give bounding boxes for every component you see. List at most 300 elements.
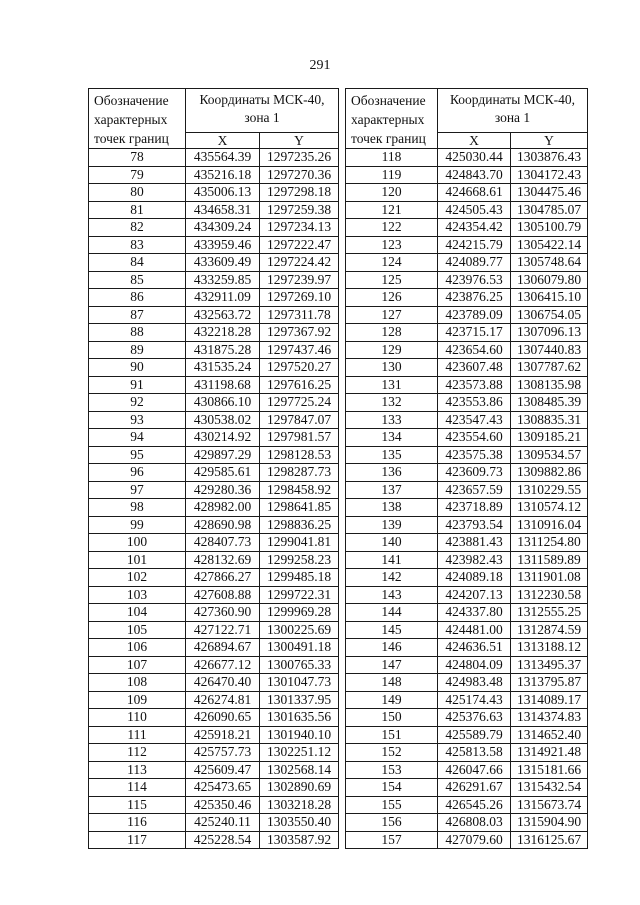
y-cell: 1300765.33 — [260, 656, 339, 674]
point-cell: 117 — [89, 831, 186, 849]
point-cell: 96 — [89, 464, 186, 482]
y-cell: 1311901.08 — [511, 569, 588, 587]
table-row — [346, 639, 588, 657]
table-row — [89, 306, 339, 324]
point-cell: 100 — [89, 534, 186, 552]
x-cell: 423573.88 — [438, 376, 511, 394]
header-point-line-1: Обозначение — [94, 93, 169, 108]
header-coords-line-1: Координаты МСК-40, — [449, 92, 576, 107]
x-cell: 424983.48 — [438, 674, 511, 692]
y-cell: 1297222.47 — [260, 236, 339, 254]
point-cell: 142 — [346, 569, 438, 587]
x-cell: 430214.92 — [186, 429, 260, 447]
y-cell: 1313495.37 — [511, 656, 588, 674]
point-cell: 114 — [89, 779, 186, 797]
point-cell: 128 — [346, 324, 438, 342]
header-y: Y — [511, 133, 588, 149]
table-row — [89, 464, 339, 482]
x-cell: 425350.46 — [186, 796, 260, 814]
point-cell: 111 — [89, 726, 186, 744]
header-coords-line-1: Координаты МСК-40, — [199, 92, 325, 107]
table-row — [346, 621, 588, 639]
y-cell: 1297259.38 — [260, 201, 339, 219]
header-point-label — [89, 89, 186, 149]
y-cell: 1312230.58 — [511, 586, 588, 604]
point-cell: 108 — [89, 674, 186, 692]
x-cell: 424505.43 — [438, 201, 511, 219]
point-cell: 80 — [89, 184, 186, 202]
x-cell: 426470.40 — [186, 674, 260, 692]
point-cell: 81 — [89, 201, 186, 219]
y-cell: 1309185.21 — [511, 429, 588, 447]
table-row — [346, 796, 588, 814]
header-coords-title — [186, 89, 339, 133]
table-row — [346, 551, 588, 569]
x-cell: 426808.03 — [438, 814, 511, 832]
point-cell: 86 — [89, 289, 186, 307]
y-cell: 1300225.69 — [260, 621, 339, 639]
page-number: 291 — [309, 58, 331, 73]
table-row — [346, 481, 588, 499]
table-body-right — [346, 89, 588, 849]
x-cell: 429897.29 — [186, 446, 260, 464]
y-cell: 1297981.57 — [260, 429, 339, 447]
point-cell: 105 — [89, 621, 186, 639]
point-cell: 101 — [89, 551, 186, 569]
x-cell: 424636.51 — [438, 639, 511, 657]
x-cell: 426545.26 — [438, 796, 511, 814]
point-cell: 118 — [346, 149, 438, 167]
point-cell: 106 — [89, 639, 186, 657]
header-x: X — [438, 133, 511, 149]
x-cell: 426894.67 — [186, 639, 260, 657]
x-cell: 429585.61 — [186, 464, 260, 482]
point-cell: 132 — [346, 394, 438, 412]
table-row — [89, 586, 339, 604]
table-row — [89, 674, 339, 692]
y-cell: 1298287.73 — [260, 464, 339, 482]
y-cell: 1297437.46 — [260, 341, 339, 359]
point-cell: 98 — [89, 499, 186, 517]
y-cell: 1301337.95 — [260, 691, 339, 709]
point-cell: 104 — [89, 604, 186, 622]
table-row — [89, 341, 339, 359]
y-cell: 1302251.12 — [260, 744, 339, 762]
table-body-left — [89, 89, 339, 849]
y-cell: 1301940.10 — [260, 726, 339, 744]
table-row — [89, 446, 339, 464]
point-cell: 154 — [346, 779, 438, 797]
y-cell: 1305422.14 — [511, 236, 588, 254]
x-cell: 428132.69 — [186, 551, 260, 569]
point-cell: 119 — [346, 166, 438, 184]
table-row — [89, 149, 339, 167]
table-row — [89, 761, 339, 779]
y-cell: 1300491.18 — [260, 639, 339, 657]
point-cell: 146 — [346, 639, 438, 657]
point-cell: 113 — [89, 761, 186, 779]
y-cell: 1309882.86 — [511, 464, 588, 482]
point-cell: 84 — [89, 254, 186, 272]
x-cell: 424843.70 — [438, 166, 511, 184]
y-cell: 1305748.64 — [511, 254, 588, 272]
x-cell: 424804.09 — [438, 656, 511, 674]
point-cell: 90 — [89, 359, 186, 377]
header-coords-line-2: зона 1 — [244, 110, 280, 125]
point-cell: 99 — [89, 516, 186, 534]
header-coords-line-2: зона 1 — [494, 110, 531, 125]
x-cell: 430866.10 — [186, 394, 260, 412]
x-cell: 425030.44 — [438, 149, 511, 167]
x-cell: 431875.28 — [186, 341, 260, 359]
table-row — [89, 796, 339, 814]
y-cell: 1299041.81 — [260, 534, 339, 552]
y-cell: 1313795.87 — [511, 674, 588, 692]
y-cell: 1298836.25 — [260, 516, 339, 534]
x-cell: 426274.81 — [186, 691, 260, 709]
table-row — [346, 149, 588, 167]
table-row — [89, 656, 339, 674]
x-cell: 425228.54 — [186, 831, 260, 849]
table-row — [346, 726, 588, 744]
y-cell: 1297311.78 — [260, 306, 339, 324]
x-cell: 428690.98 — [186, 516, 260, 534]
table-row — [346, 219, 588, 237]
point-cell: 150 — [346, 709, 438, 727]
table-row — [89, 639, 339, 657]
table-row — [89, 481, 339, 499]
y-cell: 1311254.80 — [511, 534, 588, 552]
table-row — [346, 656, 588, 674]
y-cell: 1307787.62 — [511, 359, 588, 377]
x-cell: 435564.39 — [186, 149, 260, 167]
y-cell: 1311589.89 — [511, 551, 588, 569]
x-cell: 424481.00 — [438, 621, 511, 639]
table-row — [89, 499, 339, 517]
y-cell: 1304475.46 — [511, 184, 588, 202]
y-cell: 1306079.80 — [511, 271, 588, 289]
point-cell: 85 — [89, 271, 186, 289]
header-coords-title — [438, 89, 588, 133]
y-cell: 1297224.42 — [260, 254, 339, 272]
y-cell: 1297616.25 — [260, 376, 339, 394]
y-cell: 1297270.36 — [260, 166, 339, 184]
x-cell: 425609.47 — [186, 761, 260, 779]
x-cell: 423793.54 — [438, 516, 511, 534]
x-cell: 432218.28 — [186, 324, 260, 342]
y-cell: 1297234.13 — [260, 219, 339, 237]
x-cell: 424354.42 — [438, 219, 511, 237]
x-cell: 423718.89 — [438, 499, 511, 517]
point-cell: 151 — [346, 726, 438, 744]
table-row — [346, 744, 588, 762]
point-cell: 145 — [346, 621, 438, 639]
y-cell: 1308835.31 — [511, 411, 588, 429]
x-cell: 433259.85 — [186, 271, 260, 289]
point-cell: 87 — [89, 306, 186, 324]
x-cell: 428407.73 — [186, 534, 260, 552]
x-cell: 427122.71 — [186, 621, 260, 639]
header-x: X — [186, 133, 260, 149]
table-row — [89, 831, 339, 849]
x-cell: 433609.49 — [186, 254, 260, 272]
x-cell: 423607.48 — [438, 359, 511, 377]
header-point-line-1: Обозначение — [351, 93, 426, 108]
y-cell: 1298458.92 — [260, 481, 339, 499]
point-cell: 153 — [346, 761, 438, 779]
point-cell: 88 — [89, 324, 186, 342]
point-cell: 124 — [346, 254, 438, 272]
table-row — [89, 236, 339, 254]
table-row — [89, 779, 339, 797]
table-row — [89, 569, 339, 587]
x-cell: 427079.60 — [438, 831, 511, 849]
y-cell: 1315673.74 — [511, 796, 588, 814]
table-row — [346, 691, 588, 709]
point-cell: 143 — [346, 586, 438, 604]
point-cell: 149 — [346, 691, 438, 709]
x-cell: 423657.59 — [438, 481, 511, 499]
y-cell: 1314374.83 — [511, 709, 588, 727]
x-cell: 425240.11 — [186, 814, 260, 832]
coordinates-table-right — [345, 88, 588, 849]
x-cell: 423554.60 — [438, 429, 511, 447]
y-cell: 1315432.54 — [511, 779, 588, 797]
header-y: Y — [260, 133, 339, 149]
table-row — [89, 184, 339, 202]
point-cell: 94 — [89, 429, 186, 447]
y-cell: 1305100.79 — [511, 219, 588, 237]
table-row — [346, 516, 588, 534]
y-cell: 1297367.92 — [260, 324, 339, 342]
point-cell: 83 — [89, 236, 186, 254]
point-cell: 141 — [346, 551, 438, 569]
table-row — [346, 446, 588, 464]
table-row — [346, 341, 588, 359]
y-cell: 1302568.14 — [260, 761, 339, 779]
table-row — [89, 271, 339, 289]
table-row — [89, 604, 339, 622]
y-cell: 1307440.83 — [511, 341, 588, 359]
point-cell: 120 — [346, 184, 438, 202]
x-cell: 424337.80 — [438, 604, 511, 622]
y-cell: 1308485.39 — [511, 394, 588, 412]
y-cell: 1299722.31 — [260, 586, 339, 604]
table-row — [346, 534, 588, 552]
header-point-label — [346, 89, 438, 149]
x-cell: 426090.65 — [186, 709, 260, 727]
table-row — [89, 691, 339, 709]
x-cell: 424215.79 — [438, 236, 511, 254]
x-cell: 430538.02 — [186, 411, 260, 429]
y-cell: 1304172.43 — [511, 166, 588, 184]
table-row — [346, 674, 588, 692]
x-cell: 423789.09 — [438, 306, 511, 324]
y-cell: 1304785.07 — [511, 201, 588, 219]
table-row — [89, 534, 339, 552]
x-cell: 424089.77 — [438, 254, 511, 272]
y-cell: 1297725.24 — [260, 394, 339, 412]
point-cell: 115 — [89, 796, 186, 814]
y-cell: 1315181.66 — [511, 761, 588, 779]
table-row — [89, 744, 339, 762]
x-cell: 423547.43 — [438, 411, 511, 429]
point-cell: 92 — [89, 394, 186, 412]
y-cell: 1306754.05 — [511, 306, 588, 324]
y-cell: 1302890.69 — [260, 779, 339, 797]
point-cell: 91 — [89, 376, 186, 394]
table-row — [346, 289, 588, 307]
y-cell: 1308135.98 — [511, 376, 588, 394]
table-row — [346, 464, 588, 482]
x-cell: 424668.61 — [438, 184, 511, 202]
y-cell: 1306415.10 — [511, 289, 588, 307]
table-row — [89, 726, 339, 744]
table-row — [346, 586, 588, 604]
point-cell: 134 — [346, 429, 438, 447]
y-cell: 1314089.17 — [511, 691, 588, 709]
table-row — [346, 411, 588, 429]
y-cell: 1297239.97 — [260, 271, 339, 289]
table-row — [346, 201, 588, 219]
y-cell: 1299485.18 — [260, 569, 339, 587]
x-cell: 423575.38 — [438, 446, 511, 464]
point-cell: 131 — [346, 376, 438, 394]
table-row — [346, 569, 588, 587]
x-cell: 423881.43 — [438, 534, 511, 552]
table-row — [89, 359, 339, 377]
table-row — [346, 394, 588, 412]
x-cell: 426047.66 — [438, 761, 511, 779]
x-cell: 428982.00 — [186, 499, 260, 517]
y-cell: 1310574.12 — [511, 499, 588, 517]
table-row — [346, 709, 588, 727]
point-cell: 152 — [346, 744, 438, 762]
table-row — [346, 271, 588, 289]
y-cell: 1303218.28 — [260, 796, 339, 814]
x-cell: 434658.31 — [186, 201, 260, 219]
header-point-line-2: характерных — [94, 112, 168, 127]
point-cell: 126 — [346, 289, 438, 307]
table-row — [89, 411, 339, 429]
x-cell: 425473.65 — [186, 779, 260, 797]
table-row — [89, 376, 339, 394]
point-cell: 107 — [89, 656, 186, 674]
point-cell: 122 — [346, 219, 438, 237]
y-cell: 1297520.27 — [260, 359, 339, 377]
header-point-line-2: характерных — [351, 112, 425, 127]
table-row — [89, 516, 339, 534]
point-cell: 156 — [346, 814, 438, 832]
y-cell: 1298128.53 — [260, 446, 339, 464]
table-row — [89, 324, 339, 342]
x-cell: 423976.53 — [438, 271, 511, 289]
header-point-line-3: точек границ — [351, 131, 426, 146]
point-cell: 82 — [89, 219, 186, 237]
y-cell: 1316125.67 — [511, 831, 588, 849]
point-cell: 139 — [346, 516, 438, 534]
point-cell: 136 — [346, 464, 438, 482]
table-row — [346, 761, 588, 779]
x-cell: 425918.21 — [186, 726, 260, 744]
point-cell: 137 — [346, 481, 438, 499]
x-cell: 423609.73 — [438, 464, 511, 482]
point-cell: 78 — [89, 149, 186, 167]
x-cell: 426291.67 — [438, 779, 511, 797]
table-row — [346, 184, 588, 202]
table-row — [89, 709, 339, 727]
y-cell: 1307096.13 — [511, 324, 588, 342]
point-cell: 103 — [89, 586, 186, 604]
point-cell: 125 — [346, 271, 438, 289]
table-row — [89, 394, 339, 412]
table-row — [346, 814, 588, 832]
y-cell: 1297298.18 — [260, 184, 339, 202]
x-cell: 424207.13 — [438, 586, 511, 604]
table-row — [89, 166, 339, 184]
table-row — [89, 219, 339, 237]
point-cell: 138 — [346, 499, 438, 517]
x-cell: 427360.90 — [186, 604, 260, 622]
table-row — [89, 551, 339, 569]
y-cell: 1312874.59 — [511, 621, 588, 639]
x-cell: 425174.43 — [438, 691, 511, 709]
point-cell: 147 — [346, 656, 438, 674]
table-row — [346, 499, 588, 517]
table-row — [346, 831, 588, 849]
table-row — [346, 604, 588, 622]
point-cell: 155 — [346, 796, 438, 814]
x-cell: 435216.18 — [186, 166, 260, 184]
y-cell: 1297235.26 — [260, 149, 339, 167]
x-cell: 425757.73 — [186, 744, 260, 762]
x-cell: 434309.24 — [186, 219, 260, 237]
y-cell: 1314921.48 — [511, 744, 588, 762]
point-cell: 109 — [89, 691, 186, 709]
y-cell: 1301047.73 — [260, 674, 339, 692]
coordinates-table-left — [88, 88, 339, 849]
y-cell: 1299969.28 — [260, 604, 339, 622]
table-row — [346, 254, 588, 272]
x-cell: 425813.58 — [438, 744, 511, 762]
point-cell: 95 — [89, 446, 186, 464]
point-cell: 144 — [346, 604, 438, 622]
y-cell: 1297269.10 — [260, 289, 339, 307]
table-row — [346, 166, 588, 184]
table-row — [346, 236, 588, 254]
y-cell: 1303550.40 — [260, 814, 339, 832]
y-cell: 1310229.55 — [511, 481, 588, 499]
point-cell: 133 — [346, 411, 438, 429]
point-cell: 129 — [346, 341, 438, 359]
x-cell: 432911.09 — [186, 289, 260, 307]
y-cell: 1312555.25 — [511, 604, 588, 622]
x-cell: 432563.72 — [186, 306, 260, 324]
table-row — [346, 376, 588, 394]
point-cell: 112 — [89, 744, 186, 762]
table-row — [89, 429, 339, 447]
y-cell: 1315904.90 — [511, 814, 588, 832]
x-cell: 423553.86 — [438, 394, 511, 412]
point-cell: 89 — [89, 341, 186, 359]
y-cell: 1309534.57 — [511, 446, 588, 464]
x-cell: 423982.43 — [438, 551, 511, 569]
table-row — [346, 324, 588, 342]
x-cell: 425376.63 — [438, 709, 511, 727]
x-cell: 423876.25 — [438, 289, 511, 307]
table-row — [89, 814, 339, 832]
y-cell: 1310916.04 — [511, 516, 588, 534]
